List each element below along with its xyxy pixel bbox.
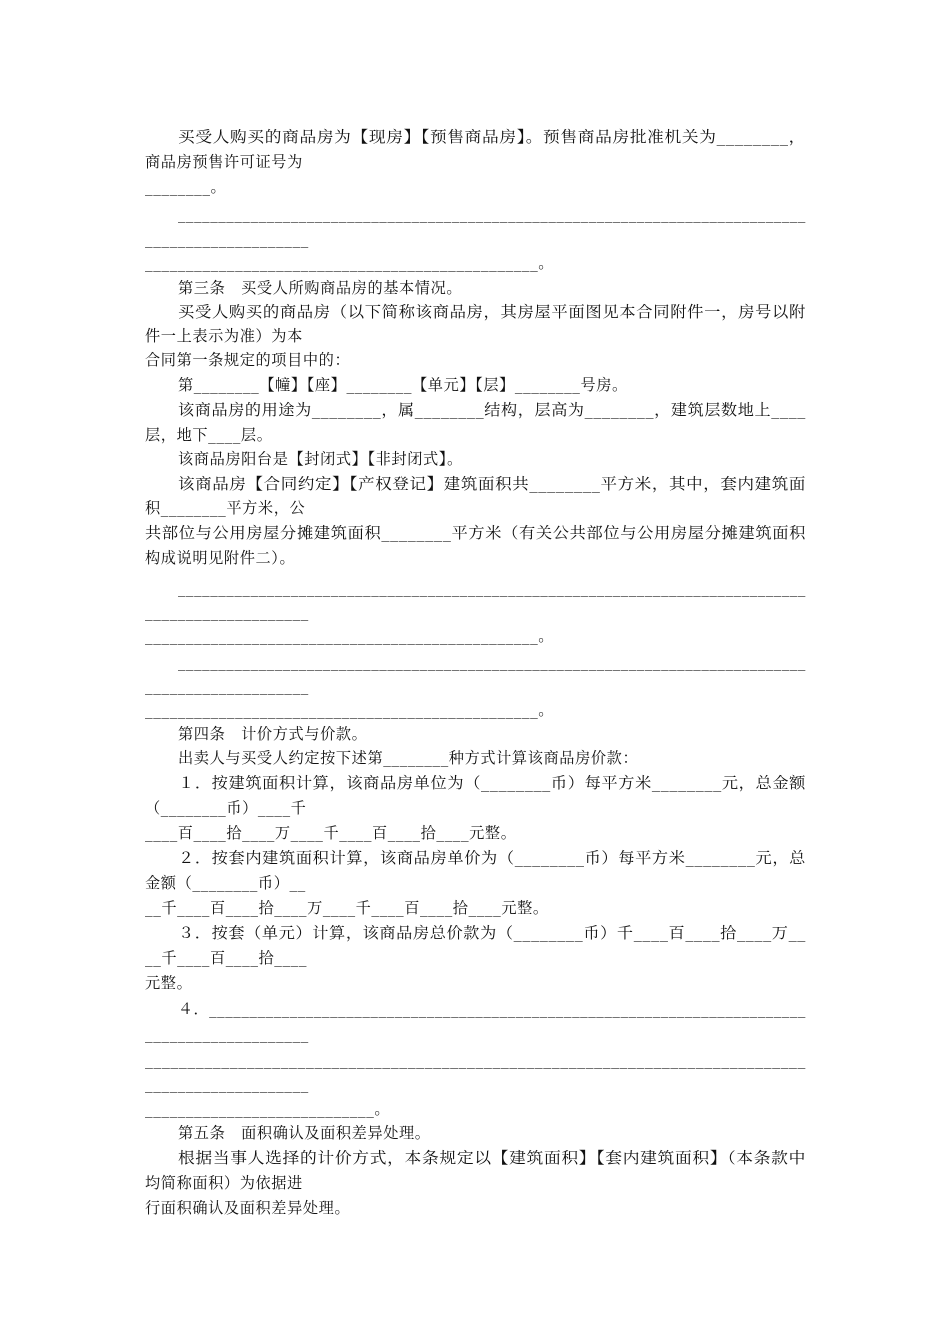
text-line: 层，地下____层。	[145, 426, 273, 444]
text-line: 该商品房阳台是【封闭式】【非封闭式】。	[178, 450, 463, 468]
text-line: 行面积确认及面积差异处理。	[145, 1199, 351, 1217]
text-line: 件一上表示为准）为本	[145, 327, 303, 345]
text-line: （________币）____千	[145, 799, 307, 817]
text-line: ________。	[145, 178, 227, 196]
text-line: ______________________________________________________________________________	[178, 653, 806, 671]
text-line: ____百____拾____万____千____百____拾____元整。	[145, 824, 517, 842]
text-line: __千____百____拾____万____千____百____拾____元整。	[145, 899, 549, 917]
text-line: ______________________________________________________________________________	[178, 579, 806, 597]
article-heading: 第五条 面积确认及面积差异处理。	[178, 1124, 431, 1142]
text-line: 构成说明见附件二）。	[145, 549, 296, 567]
article-heading: 第三条 买受人所购商品房的基本情况。	[178, 279, 463, 297]
text-line: 积________平方米，公	[145, 499, 306, 517]
text-line: 根据当事人选择的计价方式，本条规定以【建筑面积】【套内建筑面积】（本条款中	[178, 1149, 806, 1167]
text-line: 买受人购买的商品房为【现房】【预售商品房】。预售商品房批准机关为________，	[178, 128, 806, 146]
text-line: ３．按套（单元）计算，该商品房总价款为（________币）千____百____拾____万__	[178, 924, 806, 942]
text-line: ____________________________。	[145, 1100, 391, 1118]
text-line: ________________________________________________。	[145, 701, 555, 719]
text-line: 金额（________币）__	[145, 874, 306, 892]
text-line: 均简称面积）为依据进	[145, 1174, 303, 1192]
article-heading: 第四条 计价方式与价款。	[178, 725, 368, 743]
text-line: 元整。	[145, 974, 193, 992]
text-line: 该商品房的用途为________，属________结构，层高为________，建筑层数地上____	[178, 401, 806, 419]
text-line: 出卖人与买受人约定按下述第________种方式计算该商品房价款：	[178, 749, 639, 767]
text-line: ____________________	[145, 677, 309, 695]
text-line: ____________________	[145, 1075, 309, 1093]
text-line: ４．__________________________________________________________________________	[178, 1000, 806, 1018]
text-line: __千____百____拾____	[145, 949, 308, 967]
text-line: ______________________________________________________________________________	[178, 205, 806, 223]
text-line: ______________________________________________________________________________	[145, 1051, 807, 1069]
text-line: ____________________	[145, 1025, 309, 1043]
text-line: 第________【幢】【座】________【单元】【层】________号房。	[178, 376, 628, 394]
text-line: ２．按套内建筑面积计算，该商品房单价为（________币）每平方米________元，总	[178, 849, 806, 867]
text-line: 该商品房【合同约定】【产权登记】建筑面积共________平方米，其中，套内建筑面	[178, 475, 806, 493]
text-line: 买受人购买的商品房（以下简称该商品房，其房屋平面图见本合同附件一，房号以附	[178, 303, 806, 321]
text-line: ________________________________________________。	[145, 254, 555, 272]
text-line: １．按建筑面积计算，该商品房单位为（________币）每平方米________元，总金额	[178, 774, 806, 792]
text-line: 商品房预售许可证号为	[145, 153, 303, 171]
text-line: ________________________________________________。	[145, 627, 555, 645]
text-line: ____________________	[145, 230, 309, 248]
text-line: ____________________	[145, 603, 309, 621]
text-line: 共部位与公用房屋分摊建筑面积________平方米（有关公共部位与公用房屋分摊建筑面积	[145, 524, 806, 542]
text-line: 合同第一条规定的项目中的：	[145, 351, 351, 369]
